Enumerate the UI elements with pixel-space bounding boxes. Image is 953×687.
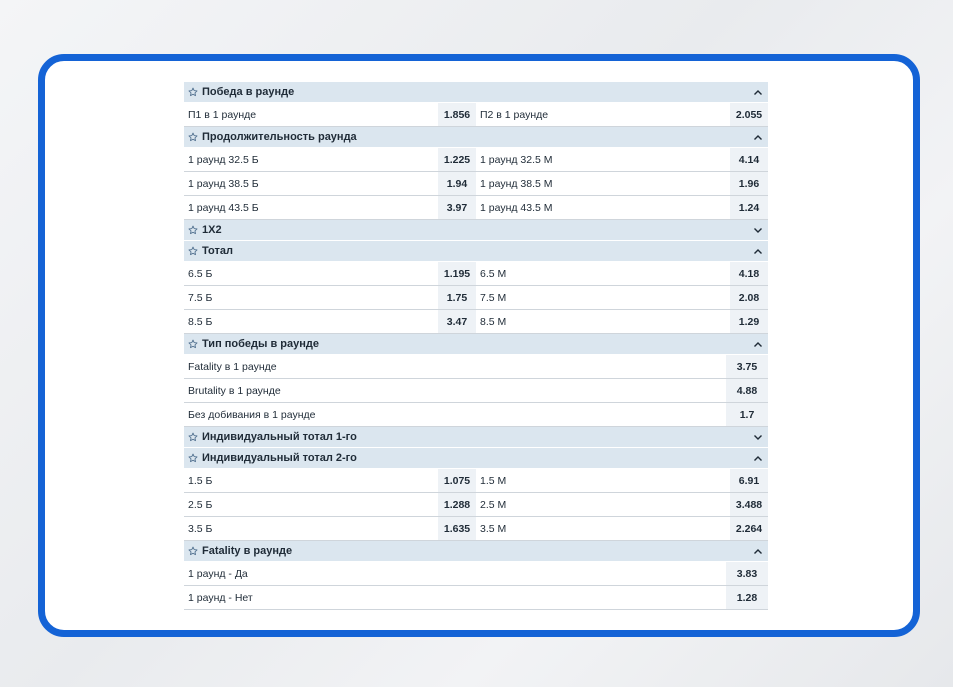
market-row — [184, 562, 768, 586]
outcome-cell[interactable] — [184, 493, 476, 516]
outcome-label: 1 раунд 43.5 М — [480, 201, 553, 214]
odds-value[interactable]: 3.83 — [726, 562, 768, 585]
odds-value[interactable]: 2.264 — [730, 517, 768, 540]
outcome-cell[interactable] — [476, 493, 768, 516]
star-icon[interactable] — [184, 339, 202, 349]
odds-value[interactable]: 3.488 — [730, 493, 768, 516]
outcome-label: Brutality в 1 раунде — [188, 384, 281, 397]
chevron-up-icon[interactable] — [748, 89, 768, 96]
odds-value[interactable]: 1.28 — [726, 586, 768, 609]
odds-value[interactable]: 2.08 — [730, 286, 768, 309]
section-title: Победа в раунде — [202, 86, 295, 98]
outcome-label: 2.5 М — [480, 498, 507, 511]
outcome-label: 1 раунд 32.5 М — [480, 153, 553, 166]
outcome-cell[interactable] — [184, 379, 768, 402]
chevron-up-icon[interactable] — [748, 455, 768, 462]
odds-value[interactable]: 6.91 — [730, 469, 768, 492]
outcome-cell[interactable] — [184, 355, 768, 378]
outcome-label: 1 раунд - Да — [188, 567, 248, 580]
outcome-cell[interactable] — [184, 148, 476, 171]
market-row — [184, 379, 768, 403]
outcome-label: 3.5 Б — [188, 522, 213, 535]
star-icon[interactable] — [184, 225, 202, 235]
outcome-label: 7.5 М — [480, 291, 507, 304]
section-title: Индивидуальный тотал 1-го — [202, 431, 357, 443]
outcome-cell[interactable] — [184, 310, 476, 333]
odds-value[interactable]: 1.225 — [438, 148, 476, 171]
chevron-down-icon[interactable] — [748, 434, 768, 441]
section-header[interactable] — [184, 82, 768, 103]
market-row — [184, 172, 768, 196]
outcome-cell[interactable] — [476, 469, 768, 492]
outcome-label: 1 раунд 43.5 Б — [188, 201, 259, 214]
odds-value[interactable]: 3.97 — [438, 196, 476, 219]
outcome-cell[interactable] — [184, 586, 768, 609]
odds-value[interactable]: 3.75 — [726, 355, 768, 378]
market-row — [184, 196, 768, 220]
section-title: 1X2 — [202, 224, 222, 236]
outcome-label: 3.5 М — [480, 522, 507, 535]
market-row — [184, 310, 768, 334]
outcome-label: 1.5 Б — [188, 474, 213, 487]
outcome-cell[interactable] — [476, 286, 768, 309]
outcome-cell[interactable] — [476, 148, 768, 171]
outcome-cell[interactable] — [184, 262, 476, 285]
chevron-up-icon[interactable] — [748, 548, 768, 555]
odds-value[interactable]: 1.96 — [730, 172, 768, 195]
chevron-down-icon[interactable] — [748, 227, 768, 234]
outcome-cell[interactable] — [184, 469, 476, 492]
outcome-cell[interactable] — [184, 517, 476, 540]
outcome-label: П1 в 1 раунде — [188, 108, 257, 121]
market-row — [184, 286, 768, 310]
chevron-up-icon[interactable] — [748, 341, 768, 348]
section-header[interactable] — [184, 220, 768, 241]
outcome-label: Без добивания в 1 раунде — [188, 408, 316, 421]
outcome-cell[interactable] — [184, 562, 768, 585]
star-icon[interactable] — [184, 546, 202, 556]
odds-value[interactable]: 1.7 — [726, 403, 768, 426]
outcome-cell[interactable] — [184, 196, 476, 219]
outcome-cell[interactable] — [184, 286, 476, 309]
section-header[interactable] — [184, 448, 768, 469]
outcome-label: 1 раунд 38.5 М — [480, 177, 553, 190]
odds-value[interactable]: 1.29 — [730, 310, 768, 333]
outcome-label: Fatality в 1 раунде — [188, 360, 277, 373]
star-icon[interactable] — [184, 453, 202, 463]
outcome-cell[interactable] — [184, 172, 476, 195]
section-title: Продолжительность раунда — [202, 131, 357, 143]
outcome-label: 1.5 М — [480, 474, 507, 487]
chevron-up-icon[interactable] — [748, 134, 768, 141]
outcome-label: 2.5 Б — [188, 498, 213, 511]
market-row — [184, 517, 768, 541]
outcome-cell[interactable] — [476, 310, 768, 333]
odds-value[interactable]: 1.195 — [438, 262, 476, 285]
market-row — [184, 493, 768, 517]
markets-list — [184, 82, 768, 610]
section-header[interactable] — [184, 427, 768, 448]
odds-value[interactable]: 4.18 — [730, 262, 768, 285]
outcome-label: 6.5 Б — [188, 267, 213, 280]
odds-value[interactable]: 1.075 — [438, 469, 476, 492]
odds-value[interactable]: 1.24 — [730, 196, 768, 219]
odds-value[interactable]: 1.75 — [438, 286, 476, 309]
outcome-cell[interactable] — [476, 196, 768, 219]
section-header[interactable] — [184, 241, 768, 262]
outcome-label: 6.5 М — [480, 267, 507, 280]
odds-value[interactable]: 1.635 — [438, 517, 476, 540]
outcome-label: 7.5 Б — [188, 291, 213, 304]
star-icon[interactable] — [184, 432, 202, 442]
outcome-cell[interactable] — [476, 262, 768, 285]
outcome-label: 1 раунд 32.5 Б — [188, 153, 259, 166]
outcome-cell[interactable] — [184, 403, 768, 426]
outcome-label: 1 раунд 38.5 Б — [188, 177, 259, 190]
outcome-label: 8.5 М — [480, 315, 507, 328]
section-title: Тип победы в раунде — [202, 338, 319, 350]
section-header[interactable] — [184, 334, 768, 355]
outcome-cell[interactable] — [184, 103, 476, 126]
section-title: Тотал — [202, 245, 233, 257]
outcome-label: 8.5 Б — [188, 315, 213, 328]
outcome-label: П2 в 1 раунде — [480, 108, 549, 121]
outcome-cell[interactable] — [476, 103, 768, 126]
market-row — [184, 469, 768, 493]
outcome-label: 1 раунд - Нет — [188, 591, 253, 604]
market-row — [184, 103, 768, 127]
odds-value[interactable]: 1.94 — [438, 172, 476, 195]
odds-value[interactable]: 4.14 — [730, 148, 768, 171]
odds-value[interactable]: 4.88 — [726, 379, 768, 402]
section-header[interactable] — [184, 541, 768, 562]
market-row — [184, 148, 768, 172]
odds-value[interactable]: 1.856 — [438, 103, 476, 126]
outcome-cell[interactable] — [476, 172, 768, 195]
market-row — [184, 586, 768, 610]
odds-value[interactable]: 3.47 — [438, 310, 476, 333]
star-icon[interactable] — [184, 132, 202, 142]
odds-value[interactable]: 1.288 — [438, 493, 476, 516]
market-row — [184, 262, 768, 286]
market-row — [184, 403, 768, 427]
section-title: Индивидуальный тотал 2-го — [202, 452, 357, 464]
section-title: Fatality в раунде — [202, 545, 293, 557]
star-icon[interactable] — [184, 246, 202, 256]
outcome-cell[interactable] — [476, 517, 768, 540]
odds-value[interactable]: 2.055 — [730, 103, 768, 126]
chevron-up-icon[interactable] — [748, 248, 768, 255]
section-header[interactable] — [184, 127, 768, 148]
market-row — [184, 355, 768, 379]
star-icon[interactable] — [184, 87, 202, 97]
